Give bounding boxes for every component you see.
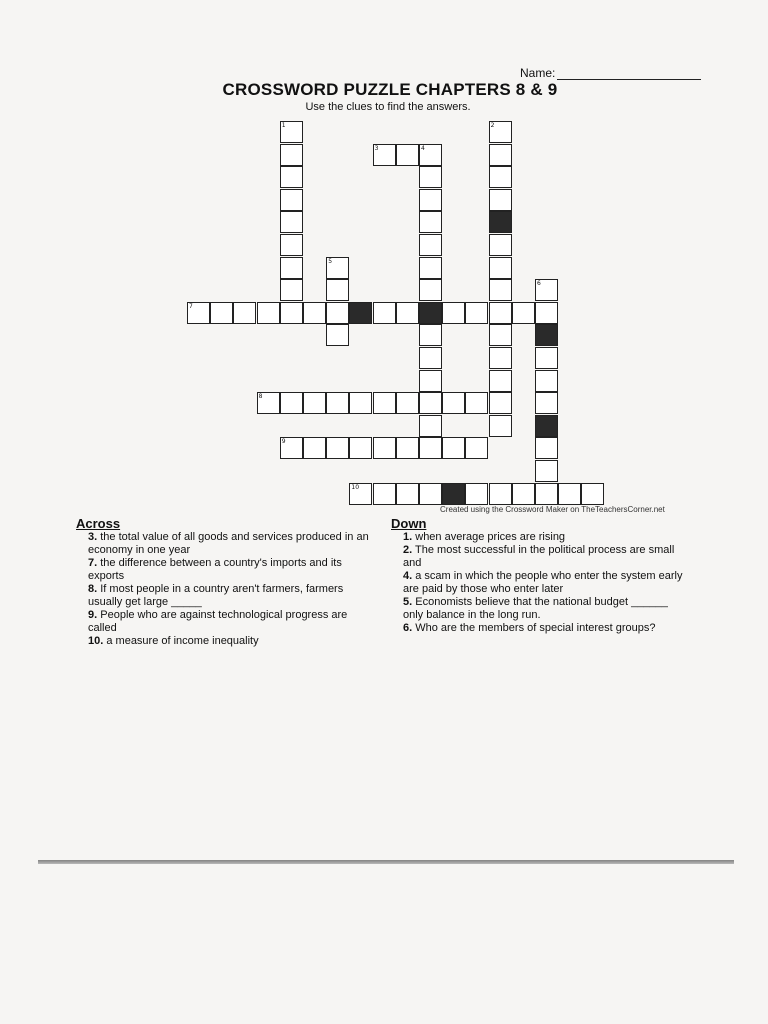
answer-cell[interactable] [442, 437, 465, 459]
answer-cell[interactable] [489, 144, 512, 166]
answer-cell[interactable] [558, 483, 581, 505]
blocked-cell [535, 324, 558, 346]
across-heading: Across [76, 516, 121, 531]
page-title: CROSSWORD PUZZLE CHAPTERS 8 & 9 [222, 80, 558, 99]
down-clues [391, 516, 691, 635]
answer-cell[interactable] [280, 257, 303, 279]
answer-cell[interactable] [326, 392, 349, 414]
across-clue-10 [76, 635, 376, 648]
answer-cell[interactable] [396, 437, 419, 459]
answer-cell[interactable] [419, 144, 442, 166]
down-clue-6 [391, 622, 691, 635]
clue-number: 10. [88, 635, 104, 647]
answer-cell[interactable] [373, 144, 396, 166]
answer-cell[interactable] [489, 257, 512, 279]
answer-cell[interactable] [373, 302, 396, 324]
answer-cell[interactable] [419, 437, 442, 459]
answer-cell[interactable] [280, 144, 303, 166]
answer-cell[interactable] [210, 302, 233, 324]
answer-cell[interactable] [535, 437, 558, 459]
answer-cell[interactable] [419, 279, 442, 301]
clue-number: 5. [403, 596, 413, 608]
across-clue-8 [76, 583, 376, 609]
answer-cell[interactable] [489, 121, 512, 143]
answer-cell[interactable] [280, 234, 303, 256]
answer-cell[interactable] [187, 302, 210, 324]
answer-cell[interactable] [535, 392, 558, 414]
answer-cell[interactable] [512, 302, 535, 324]
clue-number-label: 6 [537, 280, 541, 288]
blocked-cell [535, 415, 558, 437]
answer-cell[interactable] [349, 392, 372, 414]
answer-cell[interactable] [280, 437, 303, 459]
across-clue-3 [76, 531, 376, 557]
clue-list [76, 531, 376, 648]
answer-cell[interactable] [489, 415, 512, 437]
answer-cell[interactable] [419, 392, 442, 414]
answer-cell[interactable] [349, 483, 372, 505]
answer-cell[interactable] [535, 483, 558, 505]
answer-cell[interactable] [349, 437, 372, 459]
answer-cell[interactable] [396, 483, 419, 505]
answer-cell[interactable] [257, 302, 280, 324]
clue-number-label: 5 [328, 257, 333, 265]
answer-cell[interactable] [535, 370, 558, 392]
clue-number-label: 9 [281, 438, 286, 446]
answer-cell[interactable] [233, 302, 256, 324]
blocked-cell [349, 302, 372, 324]
answer-cell[interactable] [326, 324, 349, 346]
answer-cell[interactable] [373, 437, 396, 459]
clue-number: 4. [403, 570, 413, 582]
clue-number: 9. [88, 609, 98, 621]
answer-cell[interactable] [489, 483, 512, 505]
answer-cell[interactable] [489, 370, 512, 392]
clue-text: the difference between a country's imports and its exports [88, 557, 342, 582]
answer-cell[interactable] [373, 392, 396, 414]
answer-cell[interactable] [489, 189, 512, 211]
answer-cell[interactable] [419, 415, 442, 437]
answer-cell[interactable] [489, 166, 512, 188]
clue-number-label: 4 [421, 144, 425, 152]
down-clue-4 [391, 570, 691, 596]
answer-cell[interactable] [581, 483, 604, 505]
answer-cell[interactable] [419, 257, 442, 279]
clue-text: People who are against technological progress are called [88, 609, 348, 634]
clue-text: a scam in which the people who enter the system early are paid by those who enter later [403, 570, 683, 595]
answer-cell[interactable] [465, 437, 488, 459]
clue-number: 7. [88, 557, 98, 569]
answer-cell[interactable] [442, 392, 465, 414]
answer-cell[interactable] [419, 370, 442, 392]
answer-cell[interactable] [280, 211, 303, 233]
down-clue-5 [391, 596, 691, 622]
answer-cell[interactable] [442, 302, 465, 324]
clue-number-label: 7 [189, 302, 193, 310]
answer-cell[interactable] [489, 279, 512, 301]
clue-text: Economists believe that the national budget ______ only balance in the long run. [403, 596, 668, 621]
clue-text: the total value of all goods and services produced in an economy in one year [88, 531, 369, 556]
page-subtitle: Use the clues to find the answers. [305, 101, 471, 113]
clue-text: when average prices are rising [415, 531, 566, 543]
answer-cell[interactable] [535, 279, 558, 301]
answer-cell[interactable] [303, 302, 326, 324]
clue-number: 1. [403, 531, 413, 543]
down-heading: Down [391, 516, 427, 531]
answer-cell[interactable] [396, 144, 419, 166]
across-clue-9 [76, 609, 376, 635]
clue-text: a measure of income inequality [106, 635, 259, 647]
answer-cell[interactable] [465, 392, 488, 414]
answer-cell[interactable] [396, 302, 419, 324]
clue-number: 2. [403, 544, 413, 556]
credit-text: Created using the Crossword Maker on TheTeachersCorner.net [440, 505, 665, 514]
answer-cell[interactable] [280, 121, 303, 143]
answer-cell[interactable] [419, 324, 442, 346]
answer-cell[interactable] [512, 483, 535, 505]
down-clue-2 [391, 544, 691, 570]
answer-cell[interactable] [373, 483, 396, 505]
answer-cell[interactable] [489, 324, 512, 346]
across-clues [76, 516, 376, 648]
answer-cell[interactable] [396, 392, 419, 414]
down-clue-1 [391, 531, 691, 544]
answer-cell[interactable] [419, 211, 442, 233]
across-clue-7 [76, 557, 376, 583]
answer-cell[interactable] [419, 483, 442, 505]
clue-text: Who are the members of special interest groups? [415, 622, 656, 634]
answer-cell[interactable] [535, 460, 558, 482]
answer-cell[interactable] [419, 189, 442, 211]
clue-number: 6. [403, 622, 413, 634]
answer-cell[interactable] [489, 347, 512, 369]
clue-list [391, 531, 691, 635]
answer-cell[interactable] [280, 302, 303, 324]
answer-cell[interactable] [257, 392, 280, 414]
answer-cell[interactable] [419, 347, 442, 369]
answer-cell[interactable] [326, 302, 349, 324]
clue-number: 8. [88, 583, 98, 595]
clue-number-label: 10 [351, 483, 360, 491]
answer-cell[interactable] [535, 302, 558, 324]
blocked-cell [442, 483, 465, 505]
answer-cell[interactable] [489, 234, 512, 256]
clue-number: 3. [88, 531, 98, 543]
clue-text: If most people in a country aren't farmers, farmers usually get large _____ [88, 583, 344, 608]
answer-cell[interactable] [326, 257, 349, 279]
answer-cell[interactable] [303, 392, 326, 414]
answer-cell[interactable] [280, 279, 303, 301]
answer-cell[interactable] [419, 166, 442, 188]
answer-cell[interactable] [326, 279, 349, 301]
clue-number-label: 2 [490, 122, 495, 129]
answer-cell[interactable] [419, 234, 442, 256]
clue-number-label: 8 [258, 393, 263, 401]
answer-cell[interactable] [280, 166, 303, 188]
answer-cell[interactable] [303, 437, 326, 459]
answer-cell[interactable] [489, 392, 512, 414]
answer-cell[interactable] [465, 483, 488, 505]
clue-text: The most successful in the political process are small and [403, 544, 675, 569]
blocked-cell [489, 211, 512, 233]
blocked-cell [419, 302, 442, 324]
answer-cell[interactable] [280, 392, 303, 414]
scan-edge-line [38, 860, 734, 864]
answer-cell[interactable] [280, 189, 303, 211]
name-label: Name: [520, 66, 556, 80]
clue-number-label: 3 [374, 144, 379, 152]
answer-cell[interactable] [489, 302, 512, 324]
answer-cell[interactable] [326, 437, 349, 459]
clue-number-label: 1 [281, 122, 286, 129]
answer-cell[interactable] [465, 302, 488, 324]
answer-cell[interactable] [535, 347, 558, 369]
